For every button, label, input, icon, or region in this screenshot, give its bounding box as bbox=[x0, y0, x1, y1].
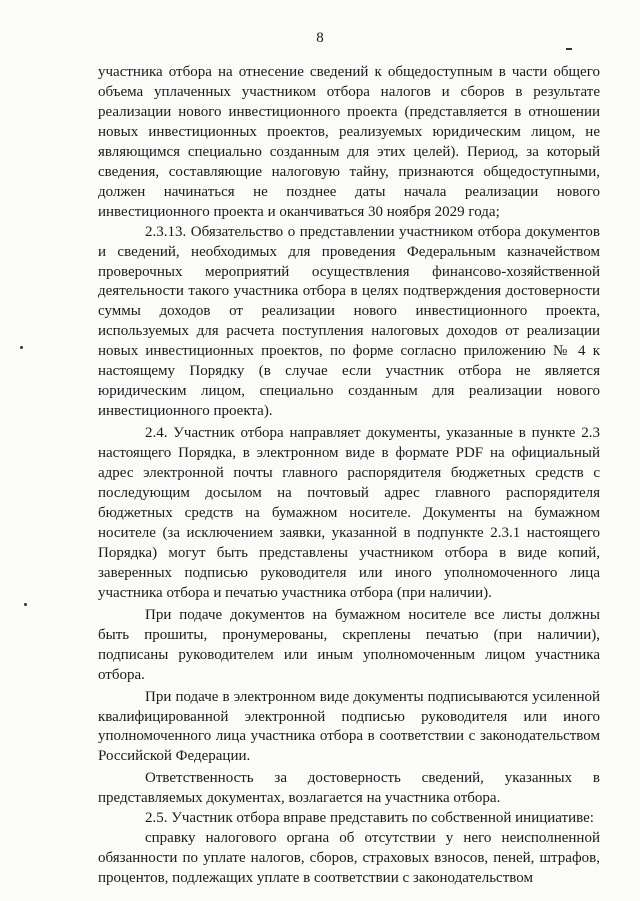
document-body bbox=[98, 63, 600, 889]
paragraph-consent-tax-secrecy: участника отбора на отнесение сведений к общедоступным в части общего объема уплаченных участником отбора налогов и сборов в результате реализации нового инвестиционного проекта (представляется в отношении новых инвестиционных проектов, реализуемых юридическим лицом, не являющимся специально созданным для этих целей). Период, за который сведения, составляющие налоговую тайну, признаются общедоступными, должен начинаться не позднее даты начала реализации нового инвестиционного проекта и оканчиваться 30 ноября 2029 года; bbox=[98, 64, 600, 220]
paragraph-tax-certificate: справку налогового органа об отсутствии у него неисполненной обязанности по уплате налогов, сборов, страховых взносов, пеней, штрафов, процентов, подлежащих уплате в соответствии с законодательством bbox=[98, 830, 600, 887]
paragraph-2-3-13: 2.3.13. Обязательство о представлении участником отбора документов и сведений, необходимых для проведения Федеральным казначейством проверочных мероприятий осуществления финансово-хозяйственной деятельности такого участника отбора в целях подтверждения достоверности суммы доходов от реализации нового инвестиционного проекта, используемых для расчета поступления налоговых доходов от реализации новых инвестиционных проектов, по форме согласно приложению № 4 к настоящему Порядку (в случае если участник отбора не является юридическим лицом, специально созданным для реализации нового инвестиционного проекта). bbox=[98, 223, 600, 420]
paragraph-responsibility: Ответственность за достоверность сведений, указанных в представляемых документах, возлагается на участника отбора. bbox=[98, 770, 600, 807]
scan-mark bbox=[566, 48, 572, 50]
paragraph-electronic-submission: При подаче в электронном виде документы подписываются усиленной квалифицированной электронной подписью руководителя или иного уполномоченного лица участника отбора в соответствии с законодательством Российской Федерации. bbox=[98, 688, 600, 765]
paragraph-2-5: 2.5. Участник отбора вправе представить по собственной инициативе: bbox=[145, 810, 594, 827]
paragraph-paper-submission: При подаче документов на бумажном носителе все листы должны быть прошиты, пронумерованы, скреплены печатью (при наличии), подписаны руководителем или иным уполномоченным лицом участника отбора. bbox=[98, 606, 600, 683]
scan-mark bbox=[20, 346, 23, 349]
paragraph-2-4: 2.4. Участник отбора направляет документы, указанные в пункте 2.3 настоящего Порядка, в электронном виде в формате PDF на официальный адрес электронной почты главного распорядителя бюджетных средств с последующим досылом на почтовый адрес главного распорядителя бюджетных средств на бумажном носителе. Документы на бумажном носителе (за исключением заявки, указанной в подпункте 2.3.1 настоящего Порядка) могут быть представлены участником отбора в виде копий, заверенных подписью руководителя или иного уполномоченного лица участника отбора и печатью участника отбора (при наличии). bbox=[98, 425, 600, 601]
scan-mark bbox=[24, 603, 27, 606]
page-number: 8 bbox=[316, 30, 324, 46]
